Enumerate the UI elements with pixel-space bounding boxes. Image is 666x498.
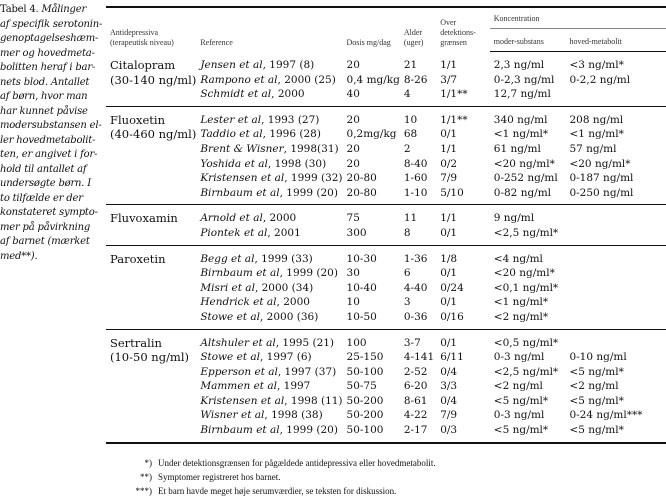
dose: 10 <box>346 296 360 309</box>
dose: 0,2mg/kg <box>346 128 397 141</box>
drug-group <box>106 245 666 329</box>
reference-year: , 1999 (20) <box>279 267 338 280</box>
reference-author: Schmidt et al <box>200 88 272 101</box>
metabolite-concentration: <3 ng/ml* <box>569 59 624 71</box>
reference-author: Begg et al <box>200 252 255 265</box>
age: 0-36 <box>403 310 428 323</box>
drug-range <box>106 87 196 106</box>
header-parent: moder-substans <box>490 29 566 52</box>
table-row <box>106 186 666 205</box>
dose: 50-100 <box>346 424 384 437</box>
table-row <box>106 73 666 88</box>
parent-concentration: 2,3 ng/ml <box>493 59 545 71</box>
metabolite-concentration: <5 ng/ml* <box>569 394 624 407</box>
drug-name: Citalopram <box>110 57 176 72</box>
reference-year: , 1996 (28) <box>262 128 321 141</box>
table-row <box>106 52 666 73</box>
reference <box>196 87 342 106</box>
drug-group <box>106 329 666 443</box>
drug-range <box>106 171 196 186</box>
metabolite-concentration: <1 ng/ml* <box>569 128 624 141</box>
age: 4-22 <box>403 409 428 422</box>
parent-concentration: 0-82 ng/ml <box>493 186 552 199</box>
dose: 20 <box>346 58 360 71</box>
footnote-mark: **) <box>140 472 152 482</box>
reference-author: Kristensen et al <box>200 172 285 185</box>
caption-line: af børn, hvor man <box>0 91 88 102</box>
metabolite-concentration <box>565 329 666 350</box>
reference-year: , 2000 (36) <box>260 310 319 323</box>
reference <box>196 106 342 127</box>
caption-line: konstateret sympto- <box>0 207 98 218</box>
caption-line: undersøgte børn. I <box>0 178 91 189</box>
drug-range <box>106 408 196 423</box>
metabolite-concentration <box>565 226 666 245</box>
reference-year: , 2000 <box>271 88 305 101</box>
caption-line: Målinger <box>41 4 87 15</box>
age: 4-40 <box>403 281 428 294</box>
footnote-text: Under detektionsgrænsen for pågældede antidepressiva eller hovedmetabolit. <box>158 458 436 468</box>
caption-line: hold til antallet af <box>0 163 87 175</box>
parent-concentration: <2 ng/ml <box>493 380 543 393</box>
header-over: Over detektions-grænsen <box>436 7 490 52</box>
parent-concentration: <2 ng/ml* <box>493 310 549 323</box>
parent-concentration: <20 ng/ml* <box>493 267 555 280</box>
reference-author: Epperson et al <box>200 365 278 378</box>
over-detection: 3/3 <box>440 380 458 393</box>
reference-year: , 1997 (37) <box>277 365 337 378</box>
caption-line: af barnet (mærket <box>0 236 90 247</box>
over-detection: 1/1 <box>440 212 458 225</box>
reference-year: , 1998(31) <box>283 142 339 155</box>
footnote <box>112 470 436 484</box>
metabolite-concentration <box>565 266 666 281</box>
reference-author: Wisner et al <box>200 409 265 422</box>
parent-concentration: <5 ng/ml* <box>493 424 549 437</box>
metabolite-concentration: <2 ng/ml <box>569 380 619 393</box>
reference-author: Arnold et al <box>200 212 263 225</box>
age: 3-7 <box>403 336 421 349</box>
over-detection: 7/9 <box>440 409 458 422</box>
age: 1-10 <box>403 186 428 199</box>
metabolite-concentration: 0-24 ng/ml*** <box>569 409 643 422</box>
reference-year: , 1997 (8) <box>262 58 315 71</box>
reference-author: Kristensen et al <box>200 394 285 407</box>
footnotes <box>112 456 436 498</box>
table-row <box>106 408 666 423</box>
dose: 10-40 <box>346 281 377 294</box>
metabolite-concentration <box>565 281 666 296</box>
caption-label: Tabel 4. <box>0 4 39 15</box>
dose: 40 <box>346 88 360 101</box>
reference <box>196 245 342 266</box>
reference-author: Birnbaum et al <box>200 186 280 199</box>
caption-line: nets blod. Antallet <box>0 76 90 88</box>
drug-range <box>106 365 196 380</box>
drug-group <box>106 205 666 245</box>
header-age: Alder (uger) <box>400 7 436 52</box>
table-row <box>106 295 666 310</box>
age: 68 <box>403 128 418 141</box>
parent-concentration: 12,7 ng/ml <box>493 88 551 101</box>
dose: 300 <box>346 226 367 239</box>
parent-concentration: <1 ng/ml* <box>493 296 549 309</box>
header-metabolite: hoved-metabolit <box>565 29 666 52</box>
footnote-mark: *) <box>144 458 152 468</box>
reference-author: Jensen et al <box>200 58 263 71</box>
dose: 75 <box>346 212 360 225</box>
metabolite-concentration: 57 ng/ml <box>569 142 617 155</box>
dose: 0,4 mg/kg <box>346 73 400 86</box>
age: 2 <box>403 142 411 155</box>
reference <box>196 350 342 365</box>
over-detection: 3/7 <box>440 73 458 86</box>
table-row <box>106 379 666 394</box>
over-detection: 1/1** <box>440 88 468 101</box>
metabolite-concentration <box>565 245 666 266</box>
table-row <box>106 266 666 281</box>
over-detection: 0/4 <box>440 365 458 378</box>
table-row <box>106 394 666 409</box>
metabolite-concentration: <5 ng/ml* <box>569 365 624 378</box>
table-row <box>106 127 666 142</box>
metabolite-concentration: 0-250 ng/ml <box>569 186 634 199</box>
metabolite-concentration: 0-187 ng/ml <box>569 172 634 185</box>
drug-name: Fluvoxamin <box>110 211 178 226</box>
drug-range: (30-140 ng/ml) <box>110 72 197 87</box>
metabolite-concentration: 0-10 ng/ml <box>569 351 627 364</box>
footnote-mark: ***) <box>135 486 152 496</box>
reference-author: Stowe et al <box>200 351 260 364</box>
age: 2-52 <box>403 365 428 378</box>
footnote-text: Symptomer registreret hos barnet. <box>158 472 281 482</box>
parent-concentration: 0-3 ng/ml <box>493 351 545 364</box>
reference-author: Altshuler et al <box>200 336 276 349</box>
drug-name: Sertralin <box>110 335 162 350</box>
over-detection: 1/1 <box>440 142 458 155</box>
over-detection: 0/2 <box>440 157 458 170</box>
reference-year: , 1997 <box>276 380 311 393</box>
reference <box>196 127 342 142</box>
reference <box>196 394 342 409</box>
caption-line: genoptagelseshæm- <box>0 33 99 44</box>
reference-year: , 1999 (20) <box>279 186 338 199</box>
reference-author: Brent & Wisner <box>200 142 284 155</box>
reference-year: , 2000 (25) <box>277 73 336 86</box>
age: 8-40 <box>403 157 428 170</box>
drug-group <box>106 52 666 107</box>
reference-author: Taddio et al <box>200 128 263 141</box>
metabolite-concentration <box>565 205 666 226</box>
table-row <box>106 245 666 266</box>
reference <box>196 52 342 73</box>
reference-author: Lester et al <box>200 113 262 126</box>
dose: 20-80 <box>346 172 377 185</box>
parent-concentration: <1 ng/ml* <box>493 128 549 141</box>
over-detection: 7/9 <box>440 172 458 185</box>
drug-name: Paroxetin <box>110 251 166 266</box>
reference <box>196 226 342 245</box>
reference-author: Misri et al <box>200 281 255 294</box>
reference-year: , 2000 <box>262 212 297 225</box>
table-row <box>106 205 666 226</box>
reference-author: Hendrick et al <box>200 296 277 309</box>
metabolite-concentration: <5 ng/ml* <box>569 424 624 437</box>
age: 10 <box>403 113 418 126</box>
reference <box>196 171 342 186</box>
age: 1-36 <box>403 252 428 265</box>
metabolite-concentration <box>565 310 666 329</box>
parent-concentration: <0,1 ng/ml* <box>493 281 559 294</box>
table-row <box>106 329 666 350</box>
drug-name: Fluoxetin <box>110 112 165 127</box>
over-detection: 0/24 <box>440 281 464 294</box>
caption-line: ler hovedmetabolit- <box>0 134 96 146</box>
caption-line: mer og hovedmeta- <box>0 47 95 59</box>
reference-year: , 1998 (11) <box>284 394 343 407</box>
parent-concentration: 9 ng/ml <box>493 212 535 225</box>
footnote <box>112 456 436 470</box>
age: 8-26 <box>403 73 428 86</box>
caption-line: har kunnet påvise <box>0 105 88 117</box>
age: 6 <box>403 267 411 280</box>
over-detection: 0/1 <box>440 226 458 239</box>
parent-concentration: <20 ng/ml* <box>493 157 555 170</box>
reference <box>196 205 342 226</box>
dose: 50-200 <box>346 409 384 422</box>
parent-concentration: 0-3 ng/ml <box>493 409 545 422</box>
table-row <box>106 310 666 329</box>
reference-year: , 2001 <box>267 226 301 239</box>
age: 21 <box>403 58 418 71</box>
parent-concentration: <0,5 ng/ml* <box>493 336 559 349</box>
drug-range <box>106 157 196 172</box>
reference <box>196 266 342 281</box>
reference-year: , 1997 (6) <box>260 351 312 364</box>
age: 11 <box>403 212 418 225</box>
reference-author: Rampono et al <box>200 73 278 86</box>
drug-range <box>106 186 196 205</box>
reference <box>196 157 342 172</box>
drug-range: (40-460 ng/ml) <box>110 127 197 142</box>
parent-concentration: <5 ng/ml* <box>493 394 549 407</box>
over-detection: 0/1 <box>440 128 458 141</box>
drug-group <box>106 106 666 205</box>
over-detection: 1/8 <box>440 252 458 265</box>
header-concentration: Koncentration <box>490 7 666 29</box>
dose: 20-80 <box>346 186 377 199</box>
header-reference: Reference <box>196 7 342 52</box>
reference <box>196 142 342 157</box>
over-detection: 0/16 <box>440 310 464 323</box>
dose: 10-50 <box>346 310 377 323</box>
age: 8 <box>403 226 411 239</box>
reference-author: Birnbaum et al <box>200 424 280 437</box>
over-detection: 1/1 <box>440 58 458 71</box>
reference <box>196 408 342 423</box>
reference-year: , 1999 (20) <box>279 424 338 437</box>
drug-range <box>106 423 196 443</box>
reference-year: , 1998 (38) <box>264 409 323 422</box>
caption-line: to tilfælde er der <box>0 192 83 204</box>
dose: 30 <box>346 267 360 280</box>
table-row <box>106 106 666 127</box>
over-detection: 0/3 <box>440 424 458 437</box>
table-row <box>106 157 666 172</box>
table-row <box>106 365 666 380</box>
dose: 50-200 <box>346 394 384 407</box>
reference <box>196 310 342 329</box>
over-detection: 0/4 <box>440 394 458 407</box>
caption-line: af specifik serotonin- <box>0 18 103 30</box>
reference-author: Piontek et al <box>200 226 268 239</box>
reference <box>196 186 342 205</box>
drug-range <box>106 266 196 281</box>
dose: 50-75 <box>346 380 377 393</box>
reference-year: , 1999 (32) <box>284 172 343 185</box>
reference <box>196 281 342 296</box>
drug-range <box>106 226 196 245</box>
reference-author: Birnbaum et al <box>200 267 280 280</box>
drug-range <box>106 310 196 329</box>
age: 3 <box>403 296 411 309</box>
age: 4-141 <box>403 351 435 364</box>
over-detection: 6/11 <box>440 351 464 364</box>
age: 2-17 <box>403 424 428 437</box>
age: 8-61 <box>403 394 428 407</box>
drug-range <box>106 295 196 310</box>
reference-year: , 2000 <box>276 296 310 309</box>
metabolite-concentration <box>565 295 666 310</box>
caption-line: med**). <box>0 250 38 262</box>
parent-concentration: 61 ng/ml <box>493 142 541 155</box>
metabolite-concentration: 0-2,2 ng/ml <box>569 73 631 86</box>
parent-concentration: 340 ng/ml <box>493 113 548 126</box>
age: 1-60 <box>403 172 428 185</box>
over-detection: 5/10 <box>440 186 464 199</box>
parent-concentration: 0-2,3 ng/ml <box>493 73 555 86</box>
table-row <box>106 350 666 365</box>
reference <box>196 423 342 443</box>
reference-year: , 1995 (21) <box>275 336 335 349</box>
dose: 50-100 <box>346 365 384 378</box>
table-row <box>106 142 666 157</box>
table-row <box>106 171 666 186</box>
parent-concentration: <4 ng/ml <box>493 252 543 265</box>
footnote-text: Et barn havde meget høje serumværdier, se teksten for diskussion. <box>158 486 397 496</box>
reference <box>196 295 342 310</box>
over-detection: 0/1 <box>440 296 458 309</box>
metabolite-concentration: <20 ng/ml* <box>569 157 631 170</box>
table-row <box>106 226 666 245</box>
header-dose: Dosis mg/dag <box>343 7 400 52</box>
reference-year: , 1998 (30) <box>267 157 327 170</box>
parent-concentration: <2,5 ng/ml* <box>493 365 559 378</box>
header-drug: Antidepressiva (terapeutisk niveau) <box>106 7 196 52</box>
caption-line: ten, er angivet i for- <box>0 149 98 160</box>
age: 4 <box>403 88 411 101</box>
drug-range <box>106 142 196 157</box>
caption-line: modersubstansen el- <box>0 120 102 131</box>
drug-range <box>106 379 196 394</box>
drug-range <box>106 394 196 409</box>
table-row <box>106 281 666 296</box>
dose: 20 <box>346 113 360 126</box>
reference-author: Mammen et al <box>200 380 277 393</box>
reference <box>196 73 342 88</box>
reference <box>196 379 342 394</box>
dose: 20 <box>346 142 360 155</box>
parent-concentration: <2,5 ng/ml* <box>493 226 559 239</box>
dose: 20 <box>346 157 360 170</box>
reference-year: , 1993 (27) <box>261 113 320 126</box>
reference-year: , 2000 (34) <box>254 281 314 294</box>
reference-year: , 1999 (33) <box>254 252 313 265</box>
over-detection: 0/1 <box>440 336 458 349</box>
reference <box>196 365 342 380</box>
caption-line: bolitten heraf i bar- <box>0 62 96 73</box>
table-row <box>106 423 666 443</box>
table-caption <box>0 3 104 264</box>
over-detection: 1/1** <box>440 113 468 126</box>
dose: 10-30 <box>346 252 377 265</box>
data-table <box>106 6 666 444</box>
drug-range: (10-50 ng/ml) <box>110 350 190 365</box>
metabolite-concentration <box>565 87 666 106</box>
dose: 25-150 <box>346 351 384 364</box>
dose: 100 <box>346 336 367 349</box>
reference <box>196 329 342 350</box>
metabolite-concentration: 208 ng/ml <box>569 113 624 126</box>
reference-author: Yoshida et al <box>200 157 268 170</box>
over-detection: 0/1 <box>440 267 458 280</box>
age: 6-20 <box>403 380 428 393</box>
table-row <box>106 87 666 106</box>
drug-range <box>106 281 196 296</box>
caption-line: mer på påvirkning <box>0 221 91 233</box>
reference-author: Stowe et al <box>200 310 260 323</box>
parent-concentration: 0-252 ng/ml <box>493 172 558 185</box>
